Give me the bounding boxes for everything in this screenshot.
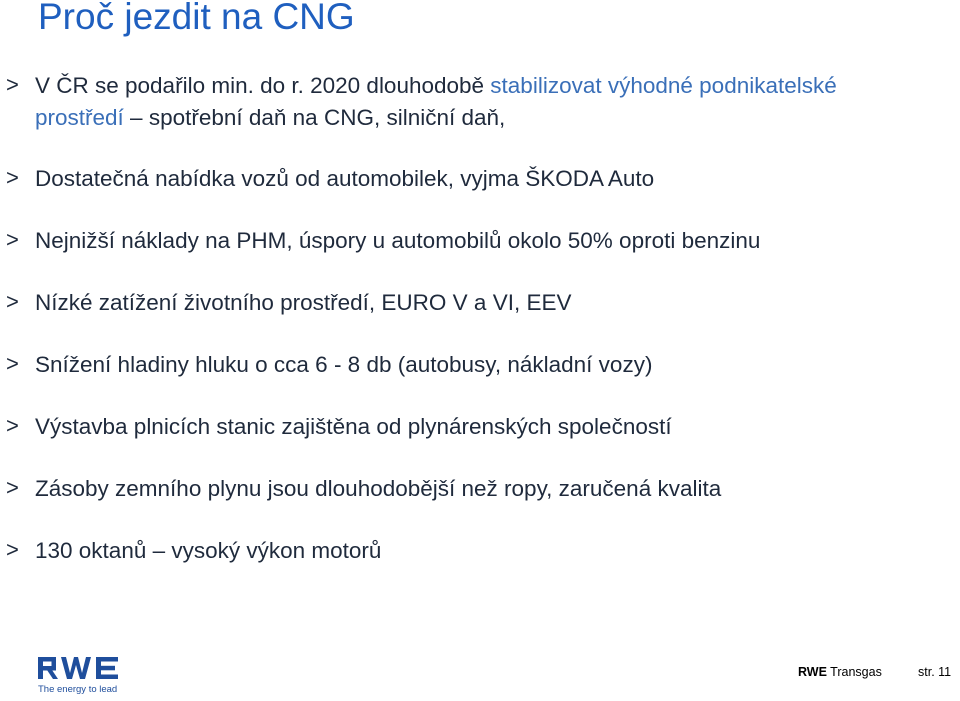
- bullet-marker: >: [6, 537, 19, 562]
- bullet-text: [35, 70, 955, 101]
- bullet-marker: >: [6, 289, 19, 314]
- bullet-text-highlight: prostředí: [35, 105, 124, 130]
- bullet-text: Nejnižší náklady na PHM, úspory u automobilů okolo 50% oproti benzinu: [35, 228, 761, 253]
- rwe-logo-tagline: The energy to lead: [38, 684, 118, 695]
- bullet-text: Výstavba plnicích stanic zajištěna od plynárenských společností: [35, 414, 672, 439]
- bullet-marker: >: [6, 351, 19, 376]
- bullet-text: Zásoby zemního plynu jsou dlouhodobější než ropy, zaručená kvalita: [35, 476, 722, 501]
- slide-title: Proč jezdit na CNG: [38, 0, 355, 37]
- bullet-text-segment: – spotřební daň na CNG, silniční daň,: [123, 105, 506, 130]
- bullet-marker: >: [6, 165, 19, 190]
- bullet-marker: >: [6, 227, 19, 252]
- page-number: str. 11: [918, 665, 952, 679]
- bullet-text: Dostatečná nabídka vozů od automobilek, vyjma ŠKODA Auto: [35, 166, 655, 191]
- bullet-marker: >: [6, 72, 19, 97]
- bullet-text-continued: [35, 102, 955, 133]
- bullet-text-highlight: stabilizovat výhodné podnikatelské: [490, 73, 837, 98]
- bullet-text-segment: V ČR se podařilo min. do r. 2020 dlouhodobě: [35, 73, 491, 98]
- footer-company-brand: RWE: [798, 665, 827, 679]
- rwe-logo-mark: [38, 657, 118, 679]
- bullet-marker: >: [6, 413, 19, 438]
- bullet-text: Nízké zatížení životního prostředí, EURO V a VI, EEV: [35, 290, 572, 315]
- bullet-marker: >: [6, 475, 19, 500]
- bullet-text: Snížení hladiny hluku o cca 6 - 8 db (autobusy, nákladní vozy): [35, 352, 653, 377]
- rwe-logo: [36, 655, 136, 695]
- footer-company: [798, 665, 882, 679]
- bullet-text: 130 oktanů – vysoký výkon motorů: [35, 538, 382, 563]
- footer-company-name: Transgas: [826, 665, 882, 679]
